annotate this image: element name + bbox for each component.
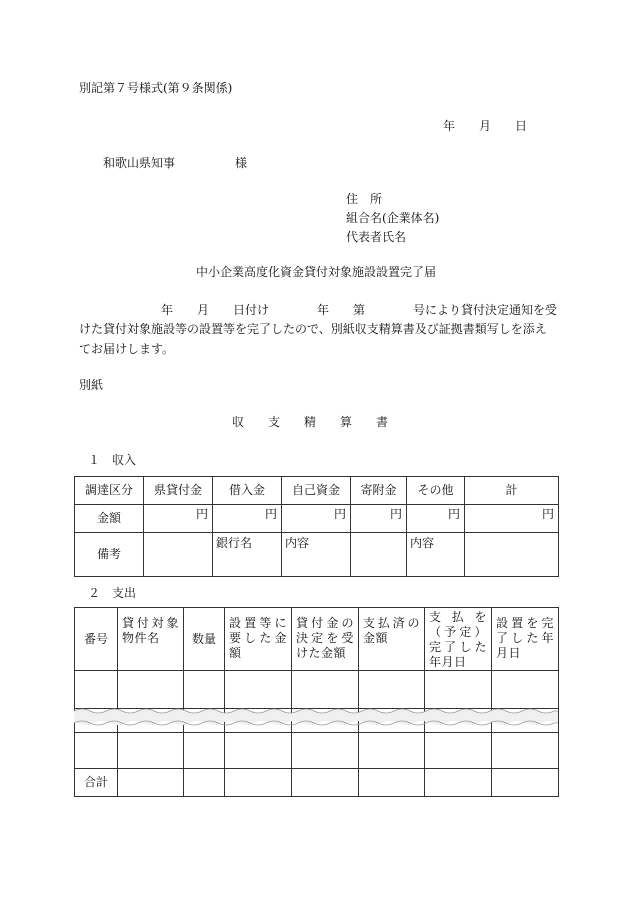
income-remarks-other-content: 内容 — [407, 533, 465, 577]
income-remarks-row — [75, 533, 559, 577]
form-id: 別記第７号様式(第９条関係) — [79, 81, 233, 95]
income-table — [74, 476, 559, 577]
income-remarks-label: 備考 — [75, 533, 144, 577]
income-header-row — [75, 477, 559, 505]
statement-title: 収 支 精 算 書 — [232, 415, 389, 429]
income-header-total: 計 — [465, 477, 559, 505]
income-section-label: １ 収入 — [88, 453, 137, 467]
expense-header-installation-cost: 設置等に要した金額 — [225, 608, 292, 671]
expense-row — [75, 671, 559, 709]
expense-header-payment-date: 支払を（予定）完了した年月日 — [425, 608, 492, 671]
income-amount-row — [75, 505, 559, 533]
expense-header-approved-amount: 貸付金の決定を受けた金額 — [292, 608, 359, 671]
expense-section-label: ２ 支出 — [88, 586, 137, 600]
company-label: 組合名(企業体名) — [346, 211, 440, 225]
income-remarks-own-funds-content: 内容 — [282, 533, 351, 577]
expense-header-completion-date: 設置を完了した年月日 — [492, 608, 559, 671]
body-line-3: てお届けします。 — [79, 342, 175, 356]
income-header-prefecture-loan: 県貸付金 — [144, 477, 213, 505]
income-amount-donation: 円 — [351, 505, 407, 533]
row-omission-mark — [74, 706, 558, 728]
income-remarks-bank-name: 銀行名 — [213, 533, 282, 577]
income-amount-total: 円 — [465, 505, 559, 533]
address-label: 住 所 — [346, 192, 383, 206]
income-amount-other: 円 — [407, 505, 465, 533]
income-amount-own-funds: 円 — [282, 505, 351, 533]
expense-row — [75, 733, 559, 769]
income-remarks-donation — [351, 533, 407, 577]
income-remarks-prefecture-loan — [144, 533, 213, 577]
income-amount-borrowing: 円 — [213, 505, 282, 533]
attachment-label: 別紙 — [79, 378, 104, 392]
expense-total-label: 合計 — [75, 769, 118, 797]
expense-total-row — [75, 769, 559, 797]
expense-header-quantity: 数量 — [184, 608, 225, 671]
body-line-2: けた貸付対象施設等の設置等を完了したので、別紙収支精算書及び証拠書類写しを添え — [79, 322, 547, 336]
body-line-1: 年 月 日付け 年 第 号により貸付決定通知を受 — [161, 303, 558, 317]
submission-date: 年 月 日 — [443, 119, 528, 133]
income-header-category: 調達区分 — [75, 477, 144, 505]
expense-header-number: 番号 — [75, 608, 118, 671]
expense-header-item-name: 貸付対象物件名 — [118, 608, 184, 671]
addressee: 和歌山県知事 様 — [103, 156, 248, 170]
representative-label: 代表者氏名 — [346, 230, 407, 244]
income-header-other: その他 — [407, 477, 465, 505]
income-amount-prefecture-loan: 円 — [144, 505, 213, 533]
income-remarks-total — [465, 533, 559, 577]
income-amount-label: 金額 — [75, 505, 144, 533]
income-header-donation: 寄附金 — [351, 477, 407, 505]
expense-header-row — [75, 608, 559, 671]
document-title: 中小企業高度化資金貸付対象施設設置完了届 — [196, 265, 437, 279]
income-header-borrowing: 借入金 — [213, 477, 282, 505]
income-header-own-funds: 自己資金 — [282, 477, 351, 505]
expense-table — [74, 607, 559, 797]
expense-header-paid-amount: 支払済の金額 — [359, 608, 425, 671]
